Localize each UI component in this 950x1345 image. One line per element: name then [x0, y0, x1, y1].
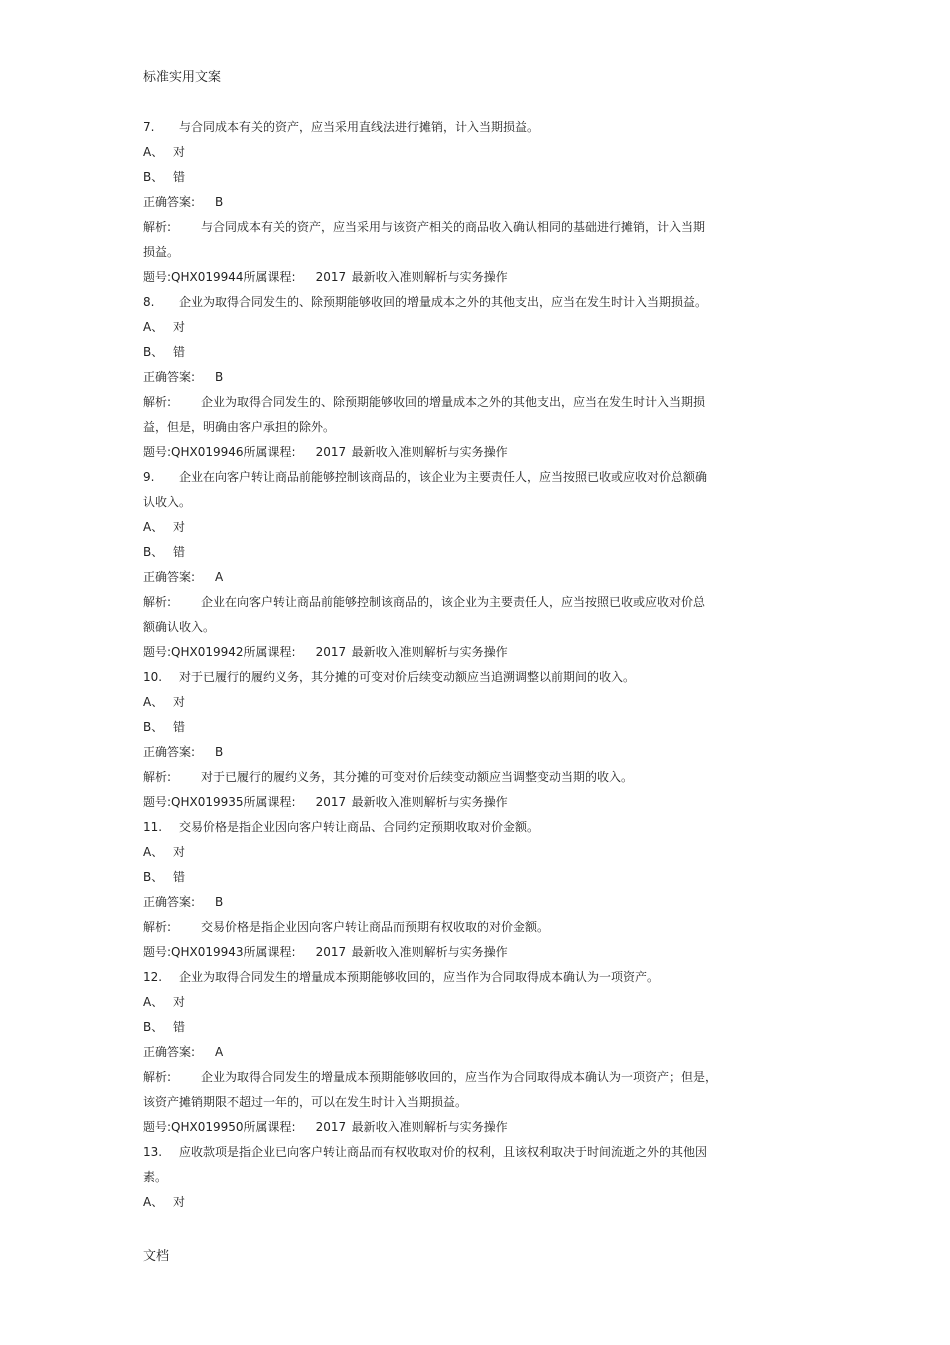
question-id: QHX019935 [171, 795, 244, 809]
explanation-text: 交易价格是指企业因向客户转让商品而预期有权收取的对价金额。 [201, 920, 550, 934]
question-line [143, 117, 803, 142]
answer-value: B [215, 745, 224, 759]
page-footer: 文档 [143, 1249, 170, 1264]
question-line [143, 467, 803, 492]
question-list [143, 117, 803, 1217]
option-a-label: A、 [143, 845, 164, 859]
option-b-label: B、 [143, 170, 164, 184]
explanation-text: 企业为取得合同发生的、除预期能够收回的增量成本之外的其他支出，应当在发生时计入当期损 [201, 395, 706, 409]
question-number: 9. [143, 470, 155, 484]
option-a-text: 对 [173, 320, 186, 334]
option-b-label: B、 [143, 1020, 164, 1034]
option-b-text: 错 [173, 170, 186, 184]
explanation-line [143, 917, 803, 942]
question-id: QHX019950 [171, 1120, 244, 1134]
answer-value: A [215, 1045, 224, 1059]
option-b-label: B、 [143, 545, 164, 559]
course-name: 最新收入准则解析与实务操作 [351, 645, 508, 659]
correct-answer [143, 1042, 803, 1067]
option-a-text: 对 [173, 145, 186, 159]
option-a-label: A、 [143, 695, 164, 709]
question-line [143, 292, 803, 317]
course-label: 所属课程: [243, 445, 296, 459]
question-text: 认收入。 [143, 495, 192, 509]
course-name: 最新收入准则解析与实务操作 [351, 945, 508, 959]
answer-value: A [215, 570, 224, 584]
question-id: QHX019944 [171, 270, 244, 284]
explanation-label: 解析: [143, 1070, 172, 1084]
explanation-text: 益，但是，明确由客户承担的除外。 [143, 420, 336, 434]
question-line [143, 1142, 803, 1167]
option-a-text: 对 [173, 845, 186, 859]
option-a[interactable] [143, 317, 803, 342]
course-year: 2017 [315, 645, 347, 659]
explanation-label: 解析: [143, 595, 172, 609]
question-number: 11. [143, 820, 163, 834]
option-a-text: 对 [173, 1195, 186, 1209]
course-name: 最新收入准则解析与实务操作 [351, 445, 508, 459]
question-number: 12. [143, 970, 163, 984]
option-a-text: 对 [173, 995, 186, 1009]
answer-label: 正确答案: [143, 195, 196, 209]
question-text: 对于已履行的履约义务，其分摊的可变对价后续变动额应当追溯调整以前期间的收入。 [179, 670, 636, 684]
question-line [143, 1167, 803, 1192]
option-a[interactable] [143, 692, 803, 717]
course-name: 最新收入准则解析与实务操作 [351, 1120, 508, 1134]
question-number: 10. [143, 670, 163, 684]
option-b-text: 错 [173, 1020, 186, 1034]
question-meta [143, 642, 803, 667]
id-label: 题号: [143, 645, 172, 659]
question-text: 应收款项是指企业已向客户转让商品而有权收取对价的权利，且该权利取决于时间流逝之外的其他因 [179, 1145, 708, 1159]
correct-answer [143, 192, 803, 217]
option-a[interactable] [143, 1192, 803, 1217]
explanation-text: 该资产摊销期限不超过一年的，可以在发生时计入当期损益。 [143, 1095, 468, 1109]
question-meta [143, 792, 803, 817]
question-line [143, 967, 803, 992]
id-label: 题号: [143, 945, 172, 959]
question-meta [143, 942, 803, 967]
question-id: QHX019943 [171, 945, 244, 959]
course-year: 2017 [315, 795, 347, 809]
answer-value: B [215, 895, 224, 909]
explanation-line [143, 1067, 803, 1092]
option-b[interactable] [143, 717, 803, 742]
question-number: 7. [143, 120, 155, 134]
question-text: 企业在向客户转让商品前能够控制该商品的，该企业为主要责任人，应当按照已收或应收对价总额确 [179, 470, 708, 484]
id-label: 题号: [143, 270, 172, 284]
option-a-text: 对 [173, 520, 186, 534]
answer-label: 正确答案: [143, 745, 196, 759]
question-text: 企业为取得合同发生的增量成本预期能够收回的，应当作为合同取得成本确认为一项资产。 [179, 970, 660, 984]
option-b[interactable] [143, 342, 803, 367]
correct-answer [143, 567, 803, 592]
option-a-label: A、 [143, 320, 164, 334]
course-label: 所属课程: [243, 1120, 296, 1134]
explanation-text: 与合同成本有关的资产，应当采用与该资产相关的商品收入确认相同的基础进行摊销，计入当期 [201, 220, 706, 234]
explanation-label: 解析: [143, 770, 172, 784]
explanation-line [143, 392, 803, 417]
explanation-line [143, 1092, 803, 1117]
explanation-line [143, 617, 803, 642]
course-name: 最新收入准则解析与实务操作 [351, 795, 508, 809]
explanation-label: 解析: [143, 220, 172, 234]
explanation-line [143, 767, 803, 792]
id-label: 题号: [143, 795, 172, 809]
explanation-line [143, 592, 803, 617]
question-line [143, 667, 803, 692]
question-number: 13. [143, 1145, 163, 1159]
course-label: 所属课程: [243, 270, 296, 284]
option-a[interactable] [143, 517, 803, 542]
course-year: 2017 [315, 270, 347, 284]
option-b-text: 错 [173, 870, 186, 884]
explanation-text: 额确认收入。 [143, 620, 216, 634]
option-b[interactable] [143, 542, 803, 567]
course-label: 所属课程: [243, 645, 296, 659]
page-header: 标准实用文案 [143, 70, 222, 85]
explanation-text: 企业在向客户转让商品前能够控制该商品的，该企业为主要责任人，应当按照已收或应收对价总 [201, 595, 706, 609]
explanation-line [143, 242, 803, 267]
answer-value: B [215, 195, 224, 209]
question-meta [143, 442, 803, 467]
question-id: QHX019942 [171, 645, 244, 659]
explanation-line [143, 217, 803, 242]
correct-answer [143, 892, 803, 917]
option-b-text: 错 [173, 545, 186, 559]
id-label: 题号: [143, 1120, 172, 1134]
question-id: QHX019946 [171, 445, 244, 459]
explanation-text: 损益。 [143, 245, 180, 259]
answer-label: 正确答案: [143, 570, 196, 584]
question-text: 与合同成本有关的资产，应当采用直线法进行摊销，计入当期损益。 [179, 120, 540, 134]
option-b-label: B、 [143, 345, 164, 359]
course-label: 所属课程: [243, 945, 296, 959]
option-b[interactable] [143, 867, 803, 892]
correct-answer [143, 367, 803, 392]
question-meta [143, 1117, 803, 1142]
option-a[interactable] [143, 842, 803, 867]
option-b[interactable] [143, 1017, 803, 1042]
option-b[interactable] [143, 167, 803, 192]
option-a-label: A、 [143, 1195, 164, 1209]
option-a-text: 对 [173, 695, 186, 709]
explanation-label: 解析: [143, 920, 172, 934]
option-a-label: A、 [143, 145, 164, 159]
option-b-label: B、 [143, 870, 164, 884]
course-name: 最新收入准则解析与实务操作 [351, 270, 508, 284]
option-b-label: B、 [143, 720, 164, 734]
question-line [143, 817, 803, 842]
answer-label: 正确答案: [143, 895, 196, 909]
explanation-text: 企业为取得合同发生的增量成本预期能够收回的，应当作为合同取得成本确认为一项资产；但是， [201, 1070, 718, 1084]
explanation-label: 解析: [143, 395, 172, 409]
question-text: 企业为取得合同发生的、除预期能够收回的增量成本之外的其他支出，应当在发生时计入当期损益。 [179, 295, 708, 309]
question-text: 交易价格是指企业因向客户转让商品、合同约定预期收取对价金额。 [179, 820, 540, 834]
explanation-line [143, 417, 803, 442]
explanation-text: 对于已履行的履约义务，其分摊的可变对价后续变动额应当调整变动当期的收入。 [201, 770, 634, 784]
question-line [143, 492, 803, 517]
answer-value: B [215, 370, 224, 384]
question-meta [143, 267, 803, 292]
option-b-text: 错 [173, 345, 186, 359]
option-b-text: 错 [173, 720, 186, 734]
answer-label: 正确答案: [143, 1045, 196, 1059]
id-label: 题号: [143, 445, 172, 459]
option-a[interactable] [143, 992, 803, 1017]
course-year: 2017 [315, 945, 347, 959]
correct-answer [143, 742, 803, 767]
course-year: 2017 [315, 1120, 347, 1134]
option-a-label: A、 [143, 995, 164, 1009]
course-year: 2017 [315, 445, 347, 459]
option-a[interactable] [143, 142, 803, 167]
option-a-label: A、 [143, 520, 164, 534]
course-label: 所属课程: [243, 795, 296, 809]
question-text: 素。 [143, 1170, 168, 1184]
question-number: 8. [143, 295, 155, 309]
answer-label: 正确答案: [143, 370, 196, 384]
